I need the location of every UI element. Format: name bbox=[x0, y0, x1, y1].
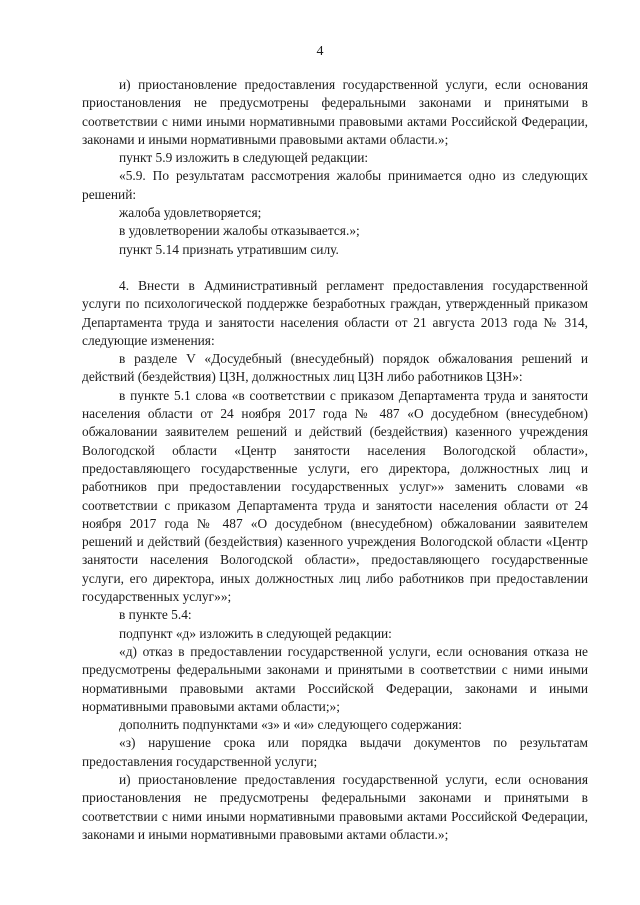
page-number: 4 bbox=[316, 44, 324, 59]
document-body bbox=[82, 76, 588, 844]
paragraph: в пункте 5.1 слова «в соответствии с приказом Департамента труда и занятости населения области от 24 ноября 2017 года № 487 «О досудебном (внесудебном) обжаловании заявителем решений и действий (бездействия) казенного учреждения Вологодской области «Центр занятости населения Вологодской области», предоставляющего государственные услуги, его директора, должностных лиц и работников при предоставлении государственных услуг»» заменить словами «в соответствии с приказом Департамента труда и занятости населения области от 24 ноября 2017 года № 487 «О досудебном (внесудебном) обжаловании заявителем решений и действий (бездействия) казенного учреждения Вологодской области «Центр занятости населения Вологодской области», предоставляющего государственные услуги, его директора, иных должностных лиц либо работников при предоставлении государственных услуг»»; bbox=[82, 387, 588, 605]
paragraph: 4. Внести в Административный регламент предоставления государственной услуги по психологической поддержке безработных граждан, утвержденный приказом Департамента труда и занятости населения области от 21 августа 2013 года № 314, следующие изменения: bbox=[82, 277, 588, 348]
paragraph: дополнить подпунктами «з» и «и» следующего содержания: bbox=[119, 717, 463, 733]
paragraph-spacer bbox=[82, 259, 588, 277]
paragraph: пункт 5.14 признать утратившим силу. bbox=[119, 241, 339, 257]
paragraph: «5.9. По результатам рассмотрения жалобы принимается одно из следующих решений: bbox=[82, 168, 588, 202]
paragraph: и) приостановление предоставления государственной услуги, если основания приостановления не предусмотрены федеральными законами и принятыми в соответствии с ними иными нормативными правовыми актами Российской Федерации, законами и иными нормативными правовыми актами области.»; bbox=[82, 771, 588, 842]
paragraph: подпункт «д» изложить в следующей редакции: bbox=[119, 625, 392, 641]
paragraph: «д) отказ в предоставлении государственной услуги, если основания отказа не предусмотрены федеральными законами и принятыми в соответствии с ними иными нормативными правовыми актами Российской Федерации, законами и иными нормативными правовыми актами области;»; bbox=[82, 643, 588, 714]
paragraph: жалоба удовлетворяется; bbox=[119, 205, 262, 221]
paragraph: и) приостановление предоставления государственной услуги, если основания приостановления не предусмотрены федеральными законами и принятыми в соответствии с ними иными нормативными правовыми актами Российской Федерации, законами и иными нормативными правовыми актами области.»; bbox=[82, 77, 588, 147]
paragraph: в удовлетворении жалобы отказывается.»; bbox=[119, 223, 360, 239]
paragraph: «з) нарушение срока или порядка выдачи документов по результатам предоставления государственной услуги; bbox=[82, 735, 588, 769]
paragraph: пункт 5.9 изложить в следующей редакции: bbox=[119, 150, 369, 166]
paragraph: в пункте 5.4: bbox=[119, 607, 192, 623]
paragraph: в разделе V «Досудебный (внесудебный) порядок обжалования решений и действий (бездействия) ЦЗН, должностных лиц ЦЗН либо работников ЦЗН»: bbox=[82, 351, 588, 385]
